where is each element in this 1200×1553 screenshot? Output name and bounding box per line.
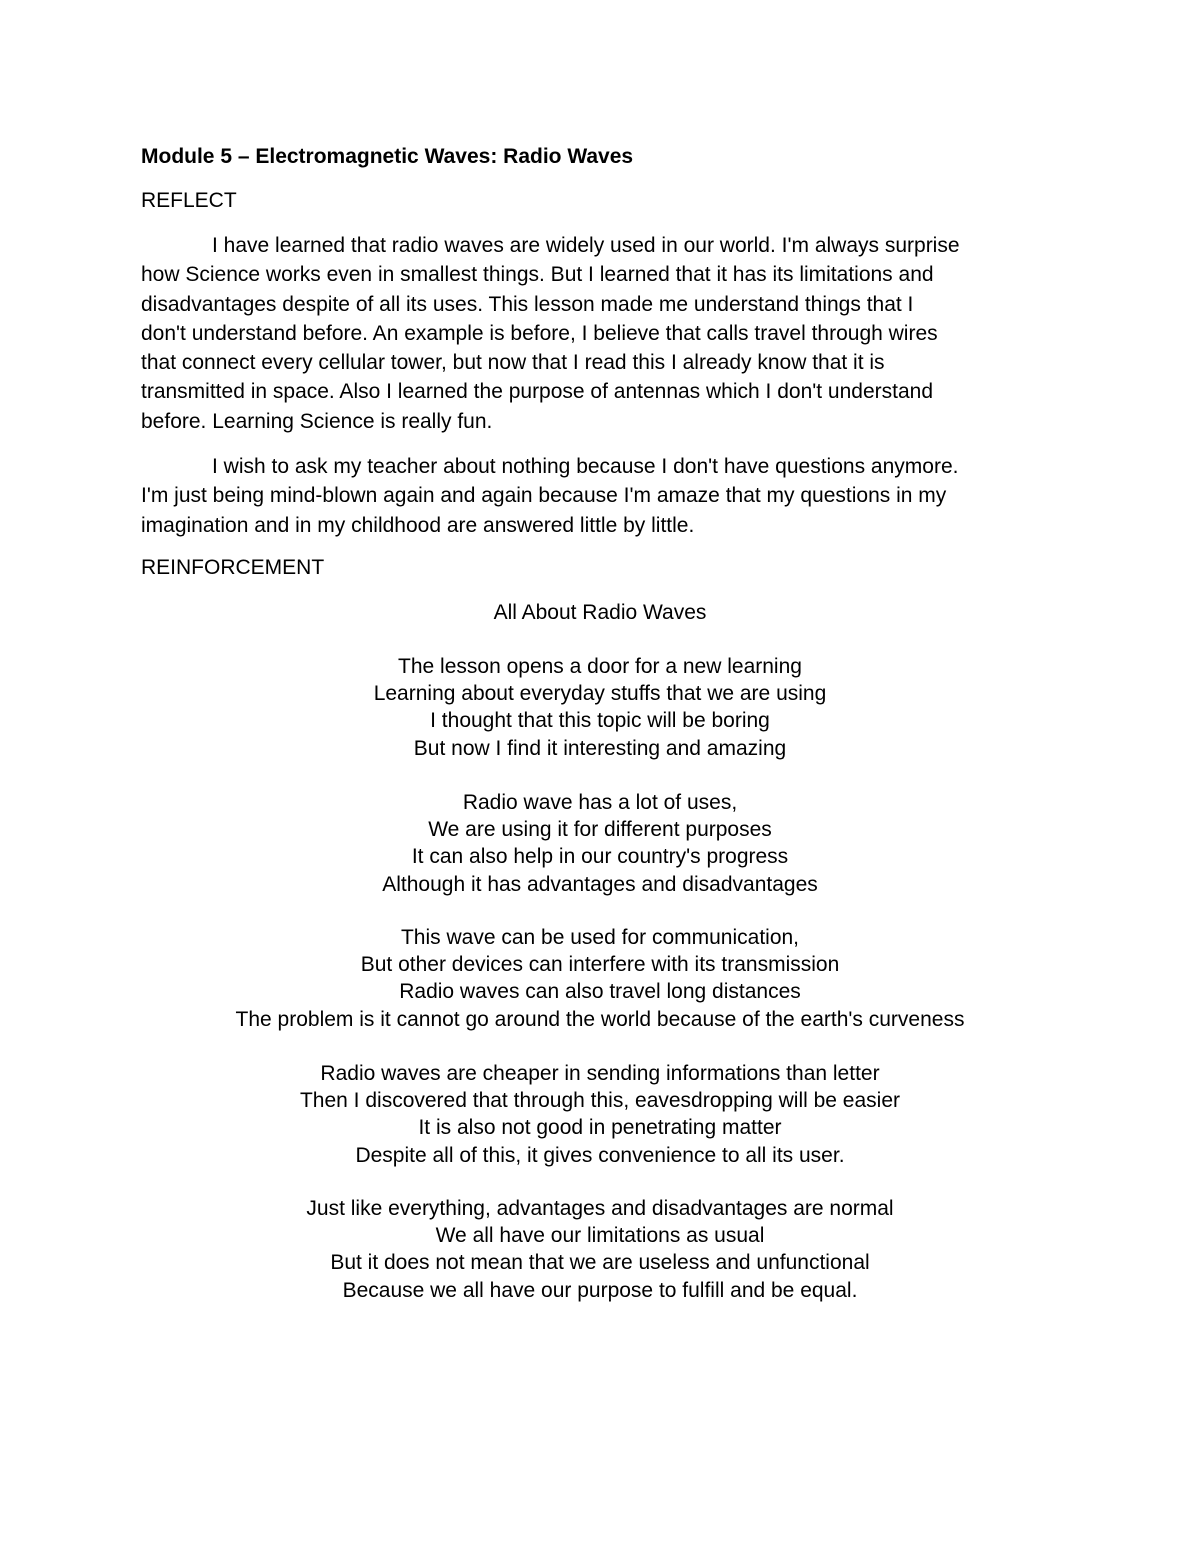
paragraph-line: I'm just being mind-blown again and again because I'm amaze that my questions in my bbox=[141, 484, 947, 508]
paragraph-line: transmitted in space. Also I learned the purpose of antennas which I don't understand bbox=[141, 380, 934, 404]
paragraph-line: before. Learning Science is really fun. bbox=[141, 409, 493, 433]
reinforcement-heading: REINFORCEMENT bbox=[141, 556, 325, 579]
poem-line: The problem is it cannot go around the world because of the earth's curveness bbox=[235, 1007, 965, 1031]
poem-line: Although it has advantages and disadvantages bbox=[382, 872, 818, 896]
poem-line: We all have our limitations as usual bbox=[435, 1224, 765, 1248]
poem-line: But it does not mean that we are useless and unfunctional bbox=[330, 1251, 870, 1275]
reflect-paragraph-2 bbox=[141, 452, 1061, 540]
poem-stanza-1 bbox=[0, 653, 1200, 762]
poem-line: But now I find it interesting and amazing bbox=[413, 736, 787, 760]
poem-line: It can also help in our country's progress bbox=[411, 845, 789, 869]
poem-line: The lesson opens a door for a new learning bbox=[398, 655, 802, 678]
poem-line: We are using it for different purposes bbox=[428, 818, 772, 842]
poem-title: All About Radio Waves bbox=[493, 601, 707, 624]
poem-stanza-5 bbox=[0, 1195, 1200, 1304]
poem-line: Radio wave has a lot of uses, bbox=[462, 791, 738, 814]
poem-stanza-3 bbox=[0, 924, 1200, 1033]
poem-line: Just like everything, advantages and disadvantages are normal bbox=[306, 1197, 894, 1220]
poem-line: Then I discovered that through this, eavesdropping will be easier bbox=[299, 1089, 901, 1113]
poem-line: I thought that this topic will be boring bbox=[430, 709, 770, 733]
poem-stanza-2 bbox=[0, 789, 1200, 898]
poem-line: Learning about everyday stuffs that we are using bbox=[373, 682, 827, 706]
paragraph-line: how Science works even in smallest things. But I learned that it has its limitations and bbox=[141, 263, 934, 287]
paragraph-line: that connect every cellular tower, but now that I read this I already know that it is bbox=[141, 351, 885, 375]
reflect-paragraph-1 bbox=[141, 231, 1061, 436]
document-title: Module 5 – Electromagnetic Waves: Radio Waves bbox=[141, 145, 634, 168]
poem-line: Radio waves are cheaper in sending informations than letter bbox=[320, 1062, 880, 1085]
paragraph-line: I wish to ask my teacher about nothing because I don't have questions anymore. bbox=[212, 455, 959, 478]
reflect-heading: REFLECT bbox=[141, 189, 237, 212]
poem-line: But other devices can interfere with its transmission bbox=[360, 953, 840, 977]
poem-stanza-4 bbox=[0, 1060, 1200, 1169]
paragraph-line: imagination and in my childhood are answered little by little. bbox=[141, 513, 695, 537]
poem-line: It is also not good in penetrating matter bbox=[418, 1116, 782, 1140]
paragraph-line: disadvantages despite of all its uses. This lesson made me understand things that I bbox=[141, 292, 914, 316]
poem-line: This wave can be used for communication, bbox=[400, 926, 800, 949]
paragraph-line: don't understand before. An example is before, I believe that calls travel through wires bbox=[141, 321, 938, 345]
poem-line: Because we all have our purpose to fulfill and be equal. bbox=[342, 1278, 858, 1302]
poem-line: Radio waves can also travel long distances bbox=[399, 980, 801, 1004]
poem-line: Despite all of this, it gives convenience to all its user. bbox=[355, 1143, 845, 1167]
paragraph-line: I have learned that radio waves are widely used in our world. I'm always surprise bbox=[212, 234, 960, 257]
